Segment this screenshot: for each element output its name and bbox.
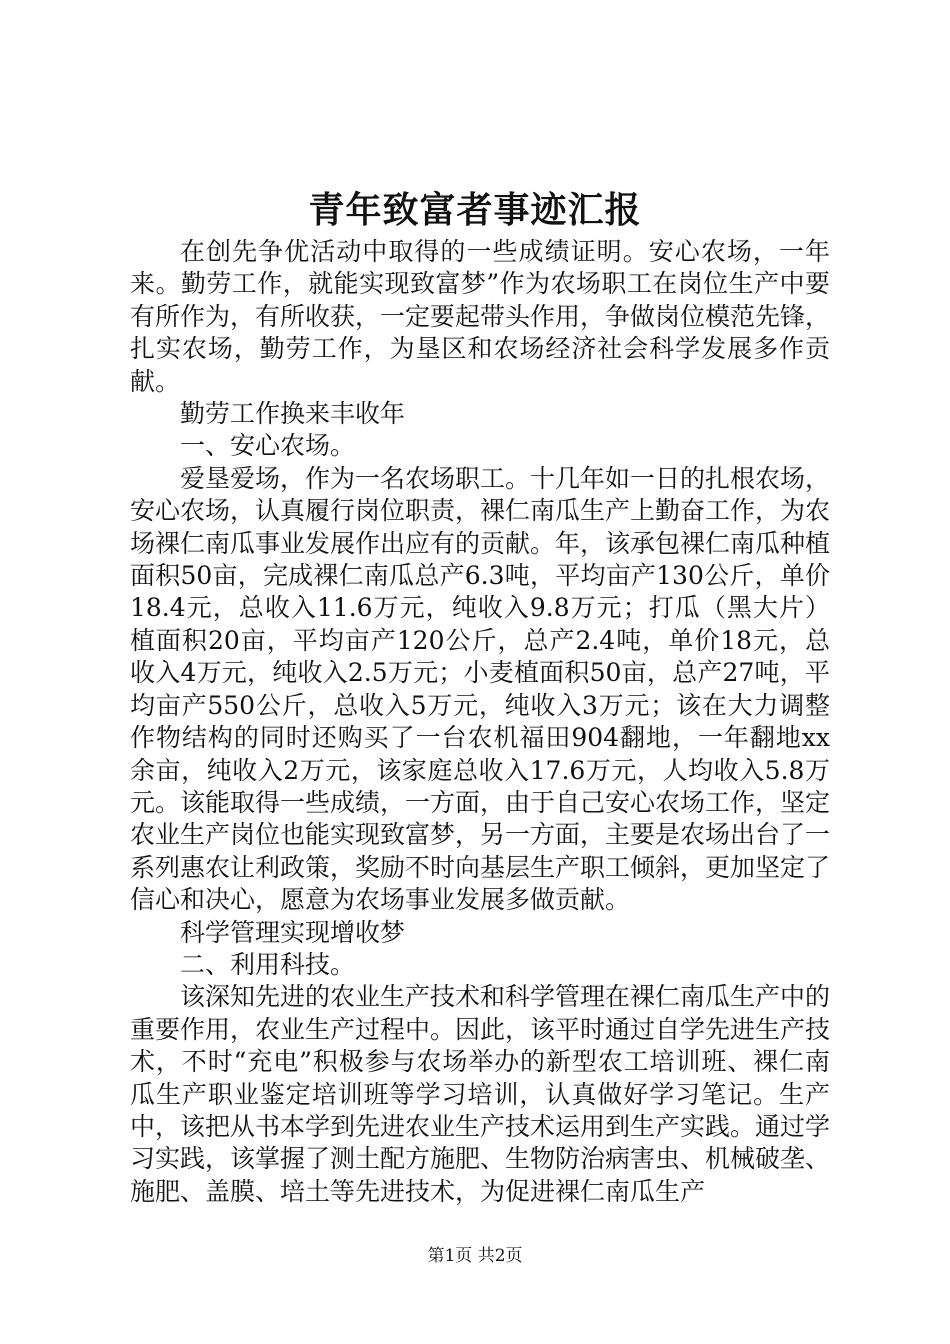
paragraph: 该深知先进的农业生产技术和科学管理在裸仁南瓜生产中的重要作用，农业生产过程中。因此，该平时通过自学先进生产技术，不时“充电”积极参与农场举办的新型农工培训班、裸仁南瓜生产职业鉴定培训班等学习培训，认真做好学习笔记。生产中，该把从书本学到先进农业生产技术运用到生产实践。通过学习实践，该掌握了测土配方施肥、生物防治病害虫、机械破垄、施肥、盖膜、培土等先进技术，为促进裸仁南瓜生产 [130, 982, 831, 1206]
section-subtitle: 科学管理实现增收梦 [180, 917, 406, 947]
page-footer: 第1页 共2页 [427, 1246, 523, 1266]
paragraph-intro: 在创先争优活动中取得的一些成绩证明。安心农场，一年来。勤劳工作，就能实现致富梦”作为农场职工在岗位生产中要有所作为，有所收获，一定要起带头作用，争做岗位模范先锋，扎实农场，勤劳工作，为垦区和农场经济社会科学发展多作贡献。 [130, 237, 831, 396]
document-body [130, 236, 830, 1208]
document-title: 青年致富者事迹汇报 [308, 189, 642, 231]
section-heading: 一、安心农场。 [180, 431, 356, 461]
section-heading: 二、利用科技。 [180, 949, 356, 979]
section-subtitle: 勤劳工作换来丰收年 [180, 399, 406, 429]
paragraph: 爱垦爱场，作为一名农场职工。十几年如一日的扎根农场，安心农场，认真履行岗位职责，裸仁南瓜生产上勤奋工作，为农场裸仁南瓜事业发展作出应有的贡献。年，该承包裸仁南瓜种植面积50亩，完成裸仁南瓜总产6.3吨，平均亩产130公斤，单价18.4元，总收入11.6万元，纯收入9.8万元；打瓜（黑大片）植面积20亩，平均亩产120公斤，总产2.4吨，单价18元，总收入4万元，纯收入2.5万元；小麦植面积50亩，总产27吨，平均亩产550公斤，总收入5万元，纯收入3万元；该在大力调整作物结构的同时还购买了一台农机福田904翻地，一年翻地xx余亩，纯收入2万元，该家庭总收入17.6万元，人均收入5.8万元。该能取得一些成绩，一方面，由于自己安心农场工作，坚定农业生产岗位也能实现致富梦，另一方面，主要是农场出台了一系列惠农让利政策，奖励不时向基层生产职工倾斜，更加坚定了信心和决心，愿意为农场事业发展多做贡献。 [130, 463, 831, 915]
